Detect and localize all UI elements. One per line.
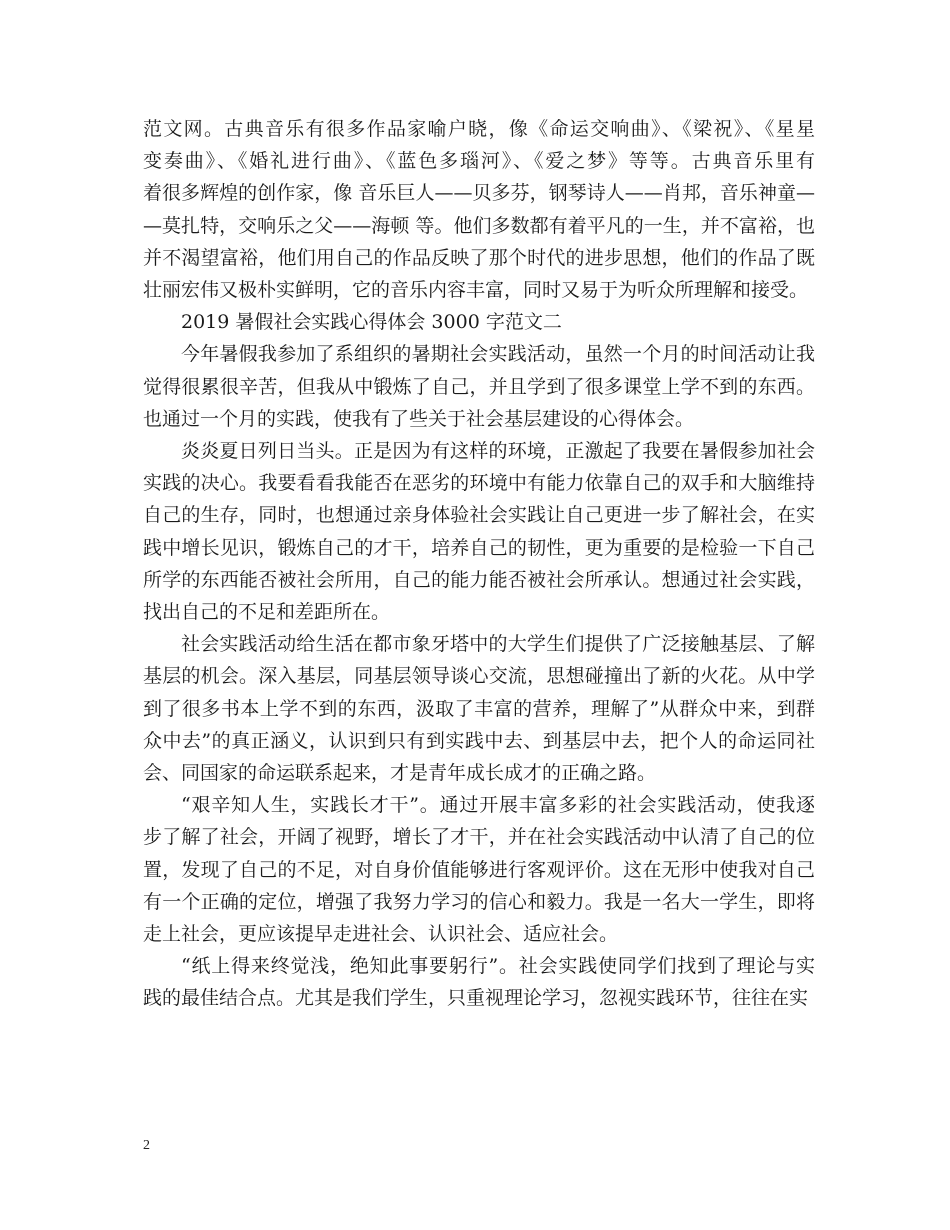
paragraph xyxy=(143,950,815,1014)
text-line: “艰辛知人生，实践长才干”。通过开展丰富多彩的社会实践活动，使我逐 xyxy=(181,794,815,817)
text-line: 壮丽宏伟又极朴实鲜明，它的音乐内容丰富，同时又易于为听众所理解和接受。 xyxy=(143,279,809,302)
text-line: 自己的生存，同时，也想通过亲身体验社会实践让自己更进一步了解社会，在实 xyxy=(143,504,815,527)
text-line: 社会实践活动给生活在都市象牙塔中的大学生们提供了广泛接触基层、了解 xyxy=(181,633,815,656)
text-line: 实践的决心。我要看看我能否在恶劣的环境中有能力依靠自己的双手和大脑维持 xyxy=(143,472,815,495)
text-line: 置，发现了自己的不足，对自身价值能够进行客观评价。这在无形中使我对自己 xyxy=(143,858,815,881)
text-line: 所学的东西能否被社会所用，自己的能力能否被社会所承认。想通过社会实践， xyxy=(143,568,815,591)
text-line: 并不渴望富裕，他们用自己的作品反映了那个时代的进步思想，他们的作品了既 xyxy=(143,246,815,269)
text-line: 践中增长见识，锻炼自己的才干，培养自己的韧性，更为重要的是检验一下自己 xyxy=(143,536,815,559)
text-line: 变奏曲》、《婚礼进行曲》、《蓝色多瑙河》、《爱之梦》等等。古典音乐里有 xyxy=(143,150,815,173)
paragraph xyxy=(143,113,815,306)
text-line: 2019 暑假社会实践心得体会 3000 字范文二 xyxy=(181,311,562,334)
text-line: “纸上得来终觉浅，绝知此事要躬行”。社会实践使同学们找到了理论与实 xyxy=(181,955,815,978)
paragraph xyxy=(143,628,815,789)
paragraph xyxy=(143,789,815,950)
text-line: 有一个正确的定位，增强了我努力学习的信心和毅力。我是一名大一学生，即将 xyxy=(143,890,815,913)
text-line: 众中去”的真正涵义，认识到只有到实践中去、到基层中去，把个人的命运同社 xyxy=(143,729,815,752)
text-line: 也通过一个月的实践，使我有了些关于社会基层建设的心得体会。 xyxy=(143,407,695,430)
text-line: 今年暑假我参加了系组织的暑期社会实践活动，虽然一个月的时间活动让我 xyxy=(181,343,815,366)
text-line: —莫扎特，交响乐之父——海顿 等。他们多数都有着平凡的一生，并不富裕，也 xyxy=(143,214,815,237)
paragraph xyxy=(143,306,815,338)
paragraph xyxy=(143,338,815,435)
text-line: 觉得很累很辛苦，但我从中锻炼了自己，并且学到了很多课堂上学不到的东西。 xyxy=(143,375,815,398)
text-line: 基层的机会。深入基层，同基层领导谈心交流，思想碰撞出了新的火花。从中学 xyxy=(143,665,815,688)
text-line: 着很多辉煌的创作家，像 音乐巨人——贝多芬，钢琴诗人——肖邦，音乐神童— xyxy=(143,182,815,205)
page-number: 2 xyxy=(143,1138,150,1153)
text-line: 走上社会，更应该提早走进社会、认识社会、适应社会。 xyxy=(143,923,619,946)
text-line: 找出自己的不足和差距所在。 xyxy=(143,601,391,624)
text-line: 践的最佳结合点。尤其是我们学生，只重视理论学习，忽视实践环节，往往在实 xyxy=(143,987,809,1010)
text-line: 会、同国家的命运联系起来，才是青年成长成才的正确之路。 xyxy=(143,762,657,785)
document-body xyxy=(143,113,815,1015)
text-line: 范文网。古典音乐有很多作品家喻户晓，像《命运交响曲》、《梁祝》、《星星 xyxy=(143,118,815,140)
text-line: 步了解了社会，开阔了视野，增长了才干，并在社会实践活动中认清了自己的位 xyxy=(143,826,815,849)
paragraph xyxy=(143,435,815,628)
text-line: 到了很多书本上学不到的东西，汲取了丰富的营养，理解了”从群众中来，到群 xyxy=(143,697,815,720)
text-line: 炎炎夏日列日当头。正是因为有这样的环境，正激起了我要在暑假参加社会 xyxy=(181,440,815,463)
